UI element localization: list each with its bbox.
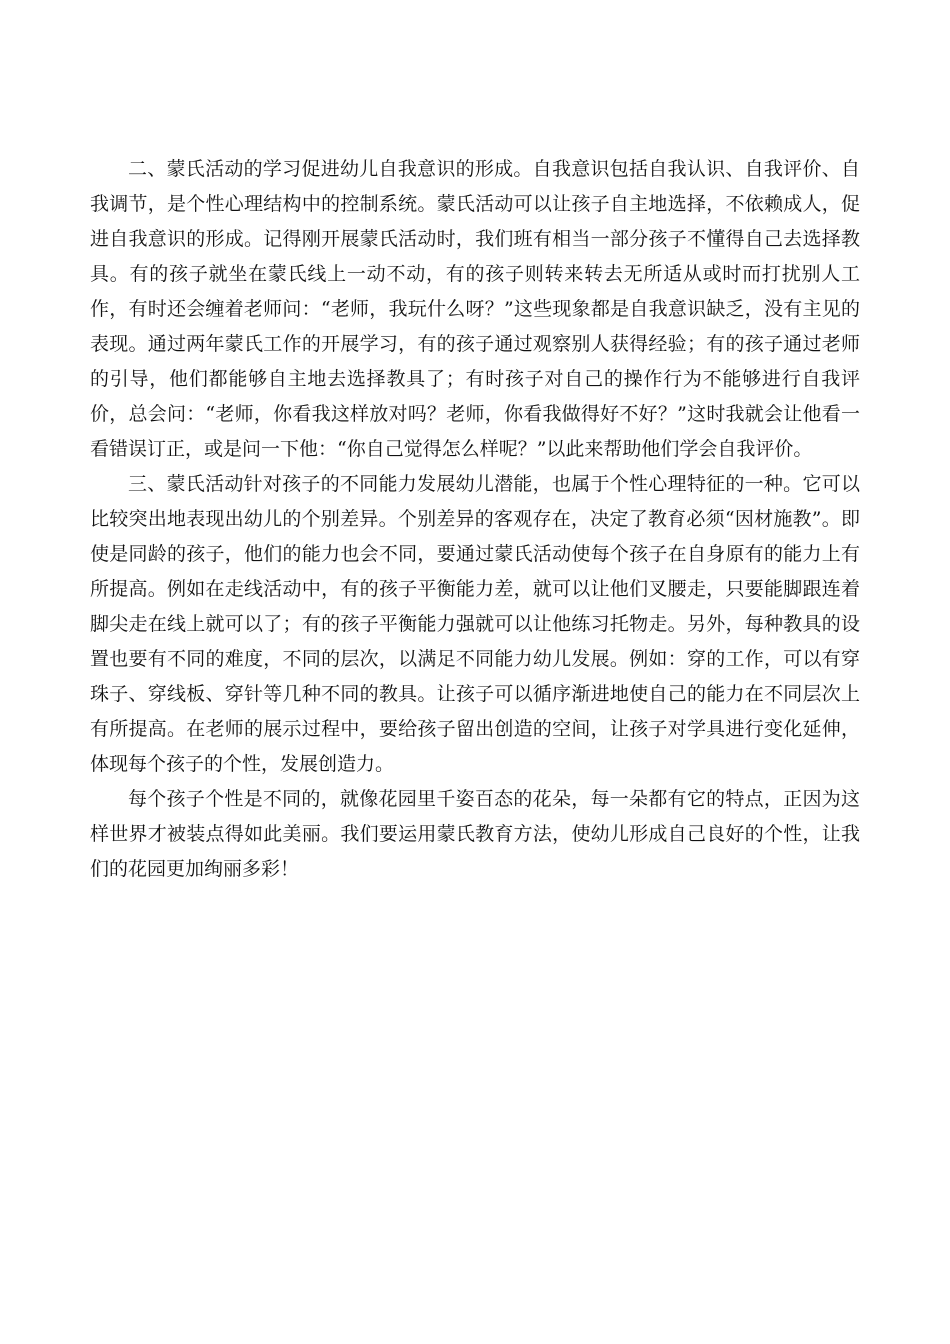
paragraph-conclusion: 每个孩子个性是不同的，就像花园里千姿百态的花朵，每一朵都有它的特点，正因为这样世界才被装点得如此美丽。我们要运用蒙氏教育方法，使幼儿形成自己良好的个性，让我们的花园更加绚丽多彩！: [90, 788, 860, 880]
document-page: [90, 152, 860, 887]
paragraph-ability-development: 三、蒙氏活动针对孩子的不同能力发展幼儿潜能，也属于个性心理特征的一种。它可以比较突出地表现出幼儿的个别差异。个别差异的客观存在，决定了教育必须“因材施教”。即使是同龄的孩子，他们的能力也会不同，要通过蒙氏活动使每个孩子在自身原有的能力上有所提高。例如在走线活动中，有的孩子平衡能力差，就可以让他们叉腰走，只要能脚跟连着脚尖走在线上就可以了；有的孩子平衡能力强就可以让他练习托物走。另外，每种教具的设置也要有不同的难度，不同的层次，以满足不同能力幼儿发展。例如：穿的工作，可以有穿珠子、穿线板、穿针等几种不同的教具。让孩子可以循序渐进地使自己的能力在不同层次上有所提高。在老师的展示过程中，要给孩子留出创造的空间，让孩子对学具进行变化延伸，体现每个孩子的个性，发展创造力。: [90, 473, 860, 775]
paragraph-self-awareness: 二、蒙氏活动的学习促进幼儿自我意识的形成。自我意识包括自我认识、自我评价、自我调节，是个性心理结构中的控制系统。蒙氏活动可以让孩子自主地选择，不依赖成人，促进自我意识的形成。记得刚开展蒙氏活动时，我们班有相当一部分孩子不懂得自己去选择教具。有的孩子就坐在蒙氏线上一动不动，有的孩子则转来转去无所适从或时而打扰别人工作，有时还会缠着老师问：“老师，我玩什么呀？”这些现象都是自我意识缺乏，没有主见的表现。通过两年蒙氏工作的开展学习，有的孩子通过观察别人获得经验；有的孩子通过老师的引导，他们都能够自主地去选择教具了；有时孩子对自己的操作行为不能够进行自我评价，总会问：“老师，你看我这样放对吗？老师，你看我做得好不好？”这时我就会让他看一看错误订正，或是问一下他：“你自己觉得怎么样呢？”以此来帮助他们学会自我评价。: [90, 158, 860, 460]
